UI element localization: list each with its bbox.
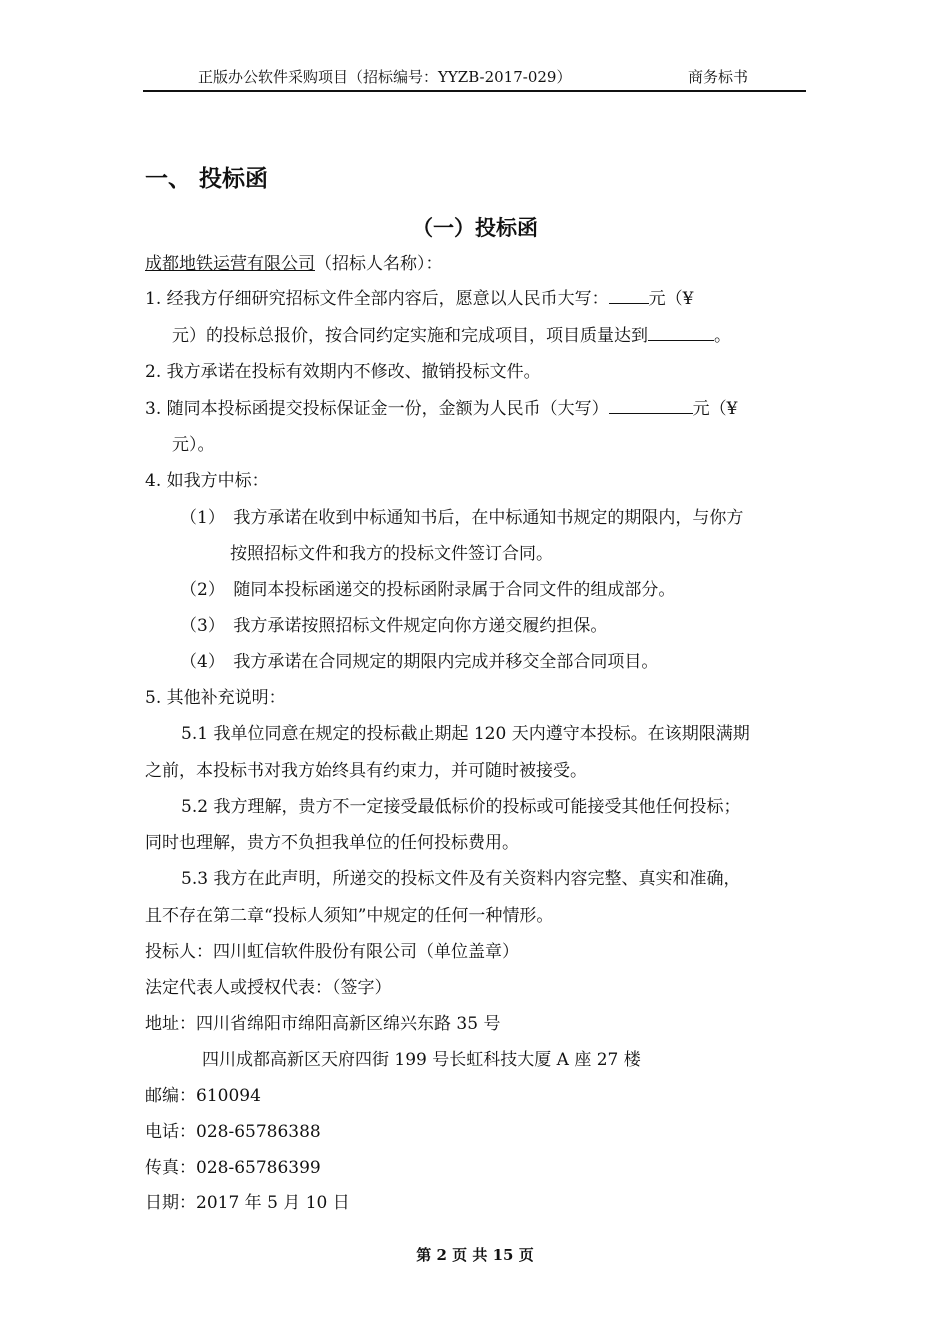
item-5-1-line-2: 之前，本投标书对我方始终具有约束力，并可随时被接受。 bbox=[145, 761, 587, 781]
item-3-currency: 元（¥ bbox=[692, 399, 738, 419]
item-5-3-line-2: 且不存在第二章“投标人须知”中规定的任何一种情形。 bbox=[145, 906, 554, 926]
item-5-2-line-1: 5.2 我方理解，贵方不一定接受最低标价的投标或可能接受其他任何投标； bbox=[181, 797, 741, 817]
header-section: 商务标书 bbox=[688, 68, 749, 86]
item-1-text-2: 元）的投标总报价，按合同约定实施和完成项目，项目质量达到 bbox=[172, 326, 648, 346]
item-5: 5. 其他补充说明： bbox=[145, 688, 286, 708]
page-footer: 第 2 页 共 15 页 bbox=[416, 1246, 534, 1264]
address-line-1: 地址：四川省绵阳市绵阳高新区绵兴东路 35 号 bbox=[145, 1014, 501, 1034]
item-4-4: （4） 我方承诺在合同规定的期限内完成并移交全部合同项目。 bbox=[180, 652, 659, 672]
phone-line: 电话：028-65786388 bbox=[145, 1122, 321, 1142]
subsection-heading: （一）投标函 bbox=[412, 216, 538, 240]
section-heading: 一、 投标函 bbox=[145, 166, 269, 192]
item-3-text: 3. 随同本投标函提交投标保证金一份，金额为人民币（大写） bbox=[145, 399, 609, 419]
addressee-suffix: （招标人名称）： bbox=[315, 254, 443, 274]
representative-line: 法定代表人或授权代表：（签字） bbox=[145, 978, 392, 998]
bond-blank bbox=[609, 397, 693, 414]
item-1-text: 1. 经我方仔细研究招标文件全部内容后，愿意以人民币大写： bbox=[145, 289, 609, 309]
item-4-1-line-2: 按照招标文件和我方的投标文件签订合同。 bbox=[230, 544, 553, 564]
date-line: 日期：2017 年 5 月 10 日 bbox=[145, 1193, 350, 1213]
item-4-3: （3） 我方承诺按照招标文件规定向你方递交履约担保。 bbox=[180, 616, 608, 636]
addressee-line bbox=[145, 252, 443, 276]
fax-line: 传真：028-65786399 bbox=[145, 1158, 321, 1178]
item-1-line-2 bbox=[172, 324, 731, 348]
item-5-3-line-1: 5.3 我方在此声明，所递交的投标文件及有关资料内容完整、真实和准确， bbox=[181, 869, 741, 889]
quality-blank bbox=[648, 324, 714, 341]
item-4-1-line-1: （1） 我方承诺在收到中标通知书后，在中标通知书规定的期限内，与你方 bbox=[180, 508, 744, 528]
item-3-line-2: 元）。 bbox=[172, 435, 215, 455]
header-title: 正版办公软件采购项目（招标编号：YYZB-2017-029） bbox=[198, 68, 572, 86]
bidder-line: 投标人：四川虹信软件股份有限公司（单位盖章） bbox=[145, 942, 519, 962]
item-5-2-line-2: 同时也理解，贵方不负担我单位的任何投标费用。 bbox=[145, 833, 519, 853]
item-1-line-1 bbox=[145, 287, 693, 311]
item-1-end: 。 bbox=[714, 326, 731, 346]
postcode-line: 邮编：610094 bbox=[145, 1086, 261, 1106]
item-2: 2. 我方承诺在投标有效期内不修改、撤销投标文件。 bbox=[145, 362, 541, 382]
item-4: 4. 如我方中标： bbox=[145, 471, 269, 491]
address-line-2: 四川成都高新区天府四街 199 号长虹科技大厦 A 座 27 楼 bbox=[202, 1050, 641, 1070]
item-3-line-1 bbox=[145, 397, 737, 421]
item-1-currency: 元（¥ bbox=[648, 289, 694, 309]
amount-blank bbox=[609, 287, 649, 304]
item-4-2: （2） 随同本投标函递交的投标函附录属于合同文件的组成部分。 bbox=[180, 580, 676, 600]
item-5-1-line-1: 5.1 我单位同意在规定的投标截止期起 120 天内遵守本投标。在该期限满期 bbox=[181, 724, 750, 744]
tenderer-name: 成都地铁运营有限公司 bbox=[145, 254, 315, 274]
page-header bbox=[143, 66, 806, 92]
